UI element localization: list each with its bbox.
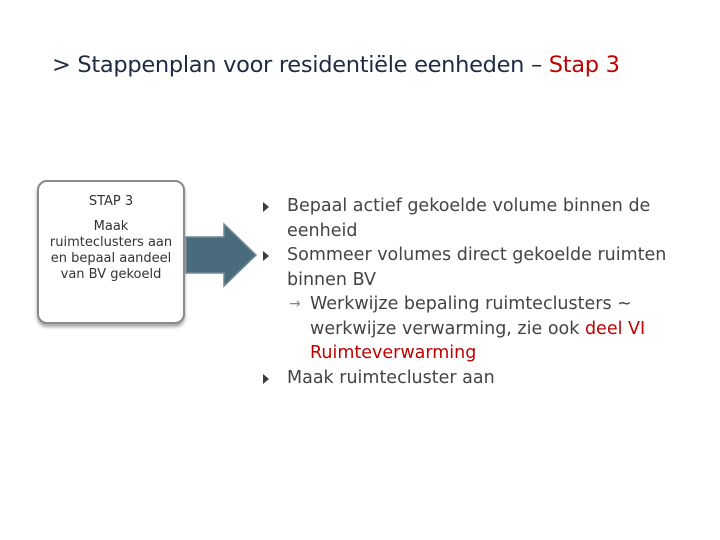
triangle-bullet-icon bbox=[263, 251, 269, 261]
sub-bullet-text: Werkwijze bepaling ruimteclusters ~ werkwijze verwarming, zie ook bbox=[310, 294, 632, 339]
step-box bbox=[37, 180, 185, 324]
step-description: Maak ruimteclusters aan en bepaal aandeel van BV gekoeld bbox=[49, 219, 173, 282]
step-title: STAP 3 bbox=[88, 194, 134, 209]
bullet-text: Bepaal actief gekoelde volume binnen de eenheid bbox=[287, 196, 651, 241]
bullet-item bbox=[262, 366, 707, 391]
bullet-item bbox=[262, 194, 707, 243]
reference-link-text: deel VI Ruimteverwarming bbox=[310, 318, 646, 363]
title-accent: Stap 3 bbox=[548, 52, 620, 78]
bullet-list bbox=[262, 194, 707, 390]
arrow-right-icon: → bbox=[289, 296, 301, 312]
sub-bullet-item bbox=[287, 292, 707, 366]
big-right-arrow-icon bbox=[184, 222, 258, 288]
bullet-text: Maak ruimtecluster aan bbox=[287, 367, 495, 388]
triangle-bullet-icon bbox=[263, 202, 269, 212]
triangle-bullet-icon bbox=[263, 374, 269, 384]
bullet-text: Sommeer volumes direct gekoelde ruimten binnen BV bbox=[287, 245, 667, 290]
sub-bullet-list bbox=[287, 292, 707, 366]
page-title bbox=[52, 52, 620, 78]
bullet-item bbox=[262, 243, 707, 366]
title-main: > Stappenplan voor residentiële eenheden – bbox=[52, 52, 549, 78]
